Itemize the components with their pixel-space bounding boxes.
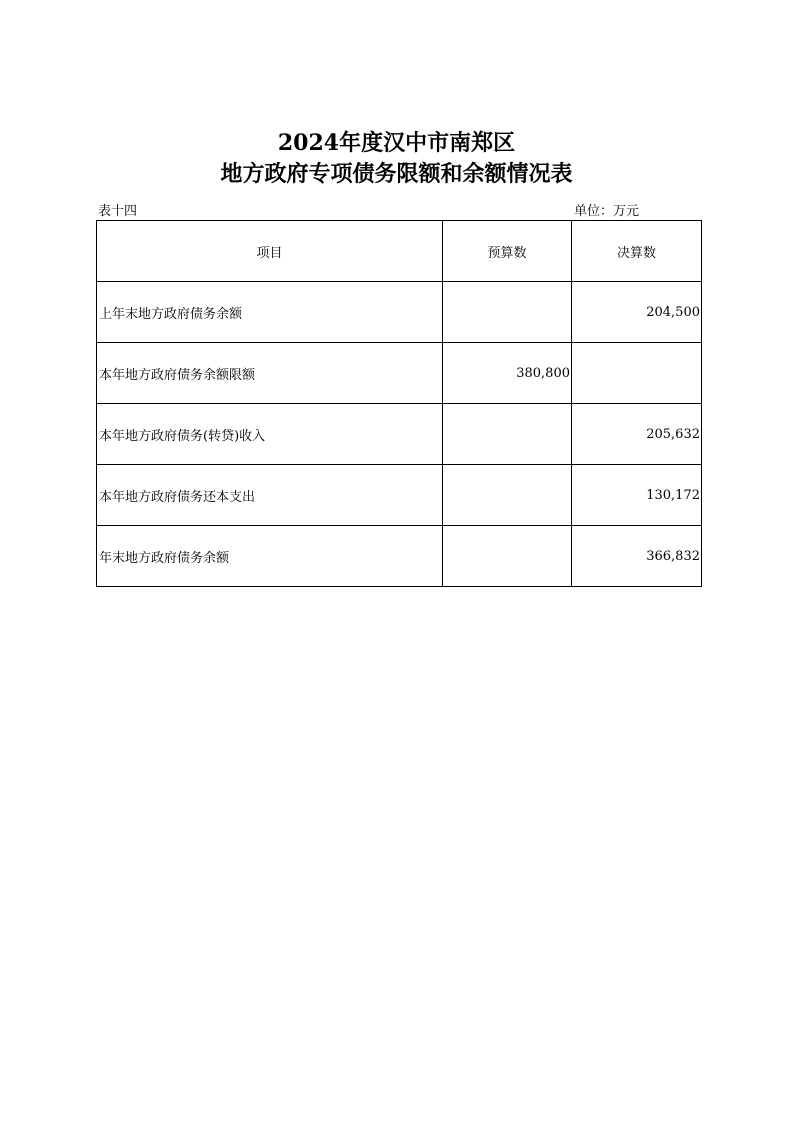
row-final: 205,632 [572, 404, 702, 465]
header-final: 决算数 [572, 221, 702, 282]
table-header-row [97, 221, 702, 282]
table-row [97, 526, 702, 587]
table-number: 表十四 [98, 204, 138, 219]
row-item: 上年末地方政府债务余额 [97, 282, 443, 343]
header-item: 项目 [97, 221, 443, 282]
table-row [97, 343, 702, 404]
debt-table [96, 220, 702, 587]
row-item: 本年地方政府债务(转贷)收入 [97, 404, 443, 465]
report-title-line2: 地方政府专项债务限额和余额情况表 [220, 161, 573, 187]
header-budget: 预算数 [443, 221, 572, 282]
row-item: 本年地方政府债务余额限额 [97, 343, 443, 404]
row-final: 130,172 [572, 465, 702, 526]
row-budget: 380,800 [443, 343, 572, 404]
row-budget [443, 404, 572, 465]
report-title-line1: 2024年度汉中市南郑区 [277, 130, 516, 156]
table-row [97, 404, 702, 465]
row-budget [443, 465, 572, 526]
unit-label: 单位：万元 [574, 204, 640, 219]
table-row [97, 465, 702, 526]
row-final: 366,832 [572, 526, 702, 587]
row-item: 年末地方政府债务余额 [97, 526, 443, 587]
row-budget [443, 282, 572, 343]
row-budget [443, 526, 572, 587]
row-item: 本年地方政府债务还本支出 [97, 465, 443, 526]
row-final [572, 343, 702, 404]
table-row [97, 282, 702, 343]
row-final: 204,500 [572, 282, 702, 343]
